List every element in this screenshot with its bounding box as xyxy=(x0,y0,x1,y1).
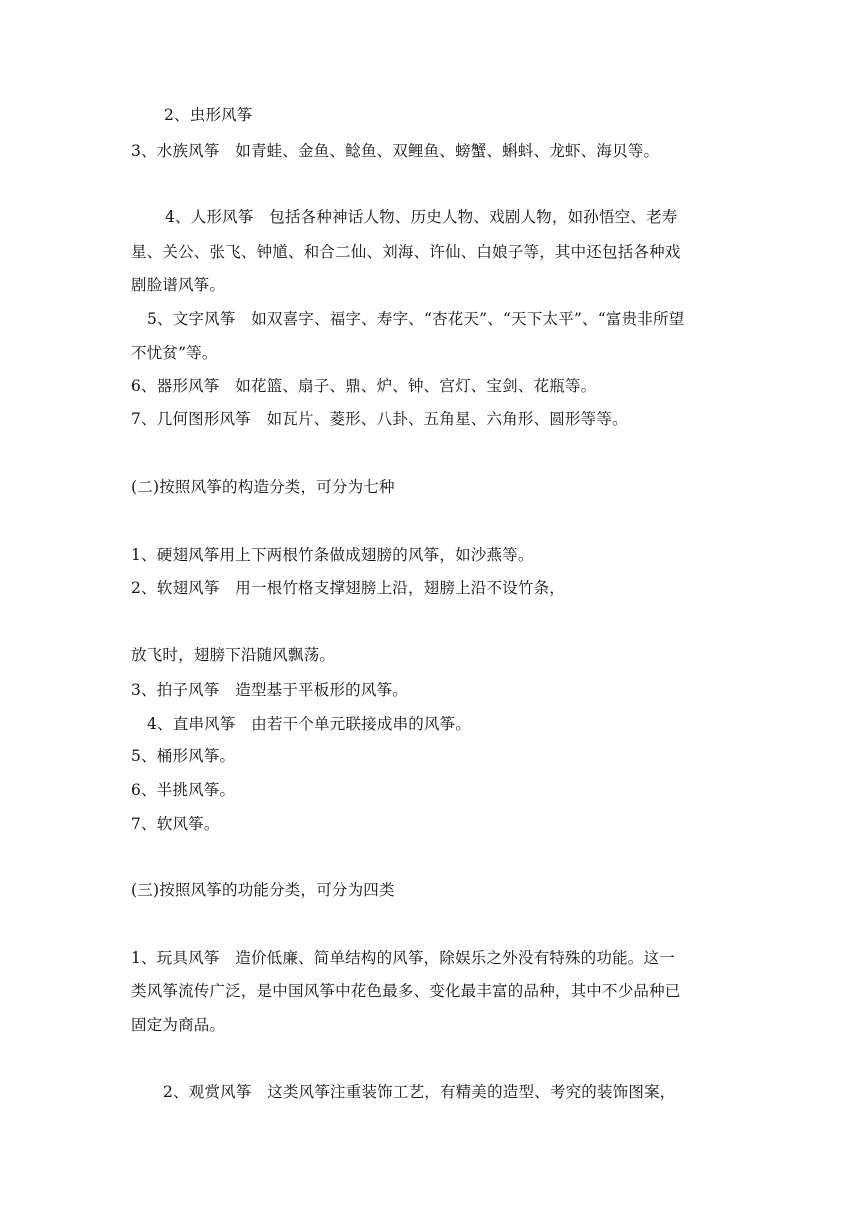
line-toy-kite: 1、玩具风筝 造价低廉、简单结构的风筝，除娱乐之外没有特殊的功能。这一 xyxy=(131,949,675,967)
line-half-pick-kite: 6、半挑风筝。 xyxy=(131,781,236,799)
line-character-kite-cont: 不忧贫”等。 xyxy=(131,344,218,362)
line-soft-wing-kite: 2、软翅风筝 用一根竹格支撑翅膀上沿，翅膀上沿不设竹条， xyxy=(131,579,565,597)
line-ornamental-kite: 2、观赏风筝 这类风筝注重装饰工艺，有精美的造型、考究的装饰图案， xyxy=(163,1083,676,1101)
line-geometric-kite: 7、几何图形风筝 如瓦片、菱形、八卦、五角星、六角形、圆形等等。 xyxy=(131,410,628,428)
line-flat-kite: 3、拍子风筝 造型基于平板形的风筝。 xyxy=(131,681,408,699)
line-vessel-kite: 6、器形风筝 如花篮、扇子、鼎、炉、钟、宫灯、宝剑、花瓶等。 xyxy=(131,377,597,395)
line-string-kite: 4、直串风筝 由若干个单元联接成串的风筝。 xyxy=(147,715,472,733)
line-toy-kite-cont-2: 固定为商品。 xyxy=(131,1016,226,1034)
line-soft-wing-kite-cont: 放飞时，翅膀下沿随风飘荡。 xyxy=(131,646,336,664)
line-barrel-kite: 5、桶形风筝。 xyxy=(131,747,236,765)
line-hard-wing-kite: 1、硬翅风筝用上下两根竹条做成翅膀的风筝，如沙燕等。 xyxy=(131,546,534,564)
line-human-kite-cont-1: 星、关公、张飞、钟馗、和合二仙、刘海、许仙、白娘子等，其中还包括各种戏 xyxy=(131,243,681,261)
heading-structure-classification: (二)按照风筝的构造分类，可分为七种 xyxy=(131,478,395,496)
line-human-kite: 4、人形风筝 包括各种神话人物、历史人物、戏剧人物，如孙悟空、老寿 xyxy=(165,208,678,226)
line-soft-kite: 7、软风筝。 xyxy=(131,815,220,833)
line-character-kite: 5、文字风筝 如双喜字、福字、寿字、“杏花天”、“天下太平”、“富贵非所望 xyxy=(147,310,685,328)
heading-function-classification: (三)按照风筝的功能分类，可分为四类 xyxy=(131,881,395,899)
line-human-kite-cont-2: 剧脸谱风筝。 xyxy=(131,276,226,294)
line-aquatic-kite: 3、水族风筝 如青蛙、金鱼、鲶鱼、双鲤鱼、螃蟹、蝌蚪、龙虾、海贝等。 xyxy=(131,142,660,160)
line-toy-kite-cont-1: 类风筝流传广泛，是中国风筝中花色最多、变化最丰富的品种，其中不少品种已 xyxy=(131,982,681,1000)
line-insect-kite: 2、虫形风筝 xyxy=(164,106,253,124)
